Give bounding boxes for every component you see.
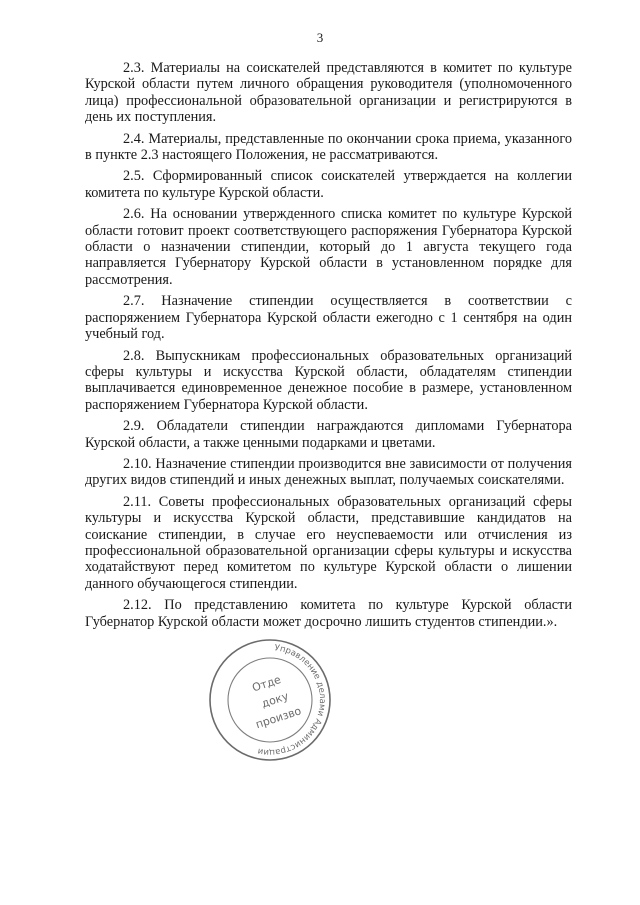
paragraph-2-7: 2.7. Назначение стипендии осуществляется в соответствии с распоряжением Губернатора Курской области ежегодно с 1 сентября на один учебный год. xyxy=(85,293,572,343)
document-body xyxy=(85,60,572,635)
paragraph-2-12: 2.12. По представлению комитета по культуре Курской области Губернатор Курской области может досрочно лишить студентов стипендии.». xyxy=(85,597,572,630)
stamp-center-line: доку xyxy=(259,689,291,711)
paragraph-2-11: 2.11. Советы профессиональных образовательных организаций сферы культуры и искусства Курской области, представившие кандидатов на соискание стипендии, в случае его неуспеваемости или отчисления из профессиональной образовательной организации сферы культуры и искусства ходатайствуют перед комитетом по культуре Курской области о лишении данного обучающегося стипендии. xyxy=(85,493,572,592)
stamp-center-line: произво xyxy=(254,704,303,732)
paragraph-2-10: 2.10. Назначение стипендии производится вне зависимости от получения других видов стипендий и иных денежных выплат, получаемых соискателями. xyxy=(85,455,572,489)
paragraph-2-8: 2.8. Выпускникам профессиональных образовательных организаций сферы культуры и искусства Курской области, обладателям стипендии выплачивается единовременное денежное пособие в размере, установленном распоряжением Губернатора Курской области. xyxy=(85,347,572,413)
paragraph-2-3: 2.3. Материалы на соискателей представляются в комитет по культуре Курской области путем личного обращения руководителя (уполномоченного лица) профессиональной образовательной организации и регистрируются в день их поступления. xyxy=(85,60,572,126)
page-number: 3 xyxy=(316,30,324,45)
paragraph-2-5: 2.5. Сформированный список соискателей утверждается на коллегии комитета по культуре Курской области. xyxy=(85,168,572,201)
paragraph-2-9: 2.9. Обладатели стипендии награждаются дипломами Губернатора Курской области, а также ценными подарками и цветами. xyxy=(85,418,572,451)
stamp-ring-text: Управление делами Администрации xyxy=(256,643,328,758)
paragraph-2-6: 2.6. На основании утвержденного списка комитет по культуре Курской области готовит проект соответствующего распоряжения Губернатора Курской области о назначении стипендии, который до 1 августа текущего года направляется Губернатору Курской области в установленном порядке для рассмотрения. xyxy=(85,206,572,288)
paragraph-2-4: 2.4. Материалы, представленные по окончании срока приема, указанного в пункте 2.3 настоящего Положения, не рассматриваются. xyxy=(85,130,572,164)
official-stamp xyxy=(205,635,335,765)
stamp-center-line: Отде xyxy=(250,673,283,695)
